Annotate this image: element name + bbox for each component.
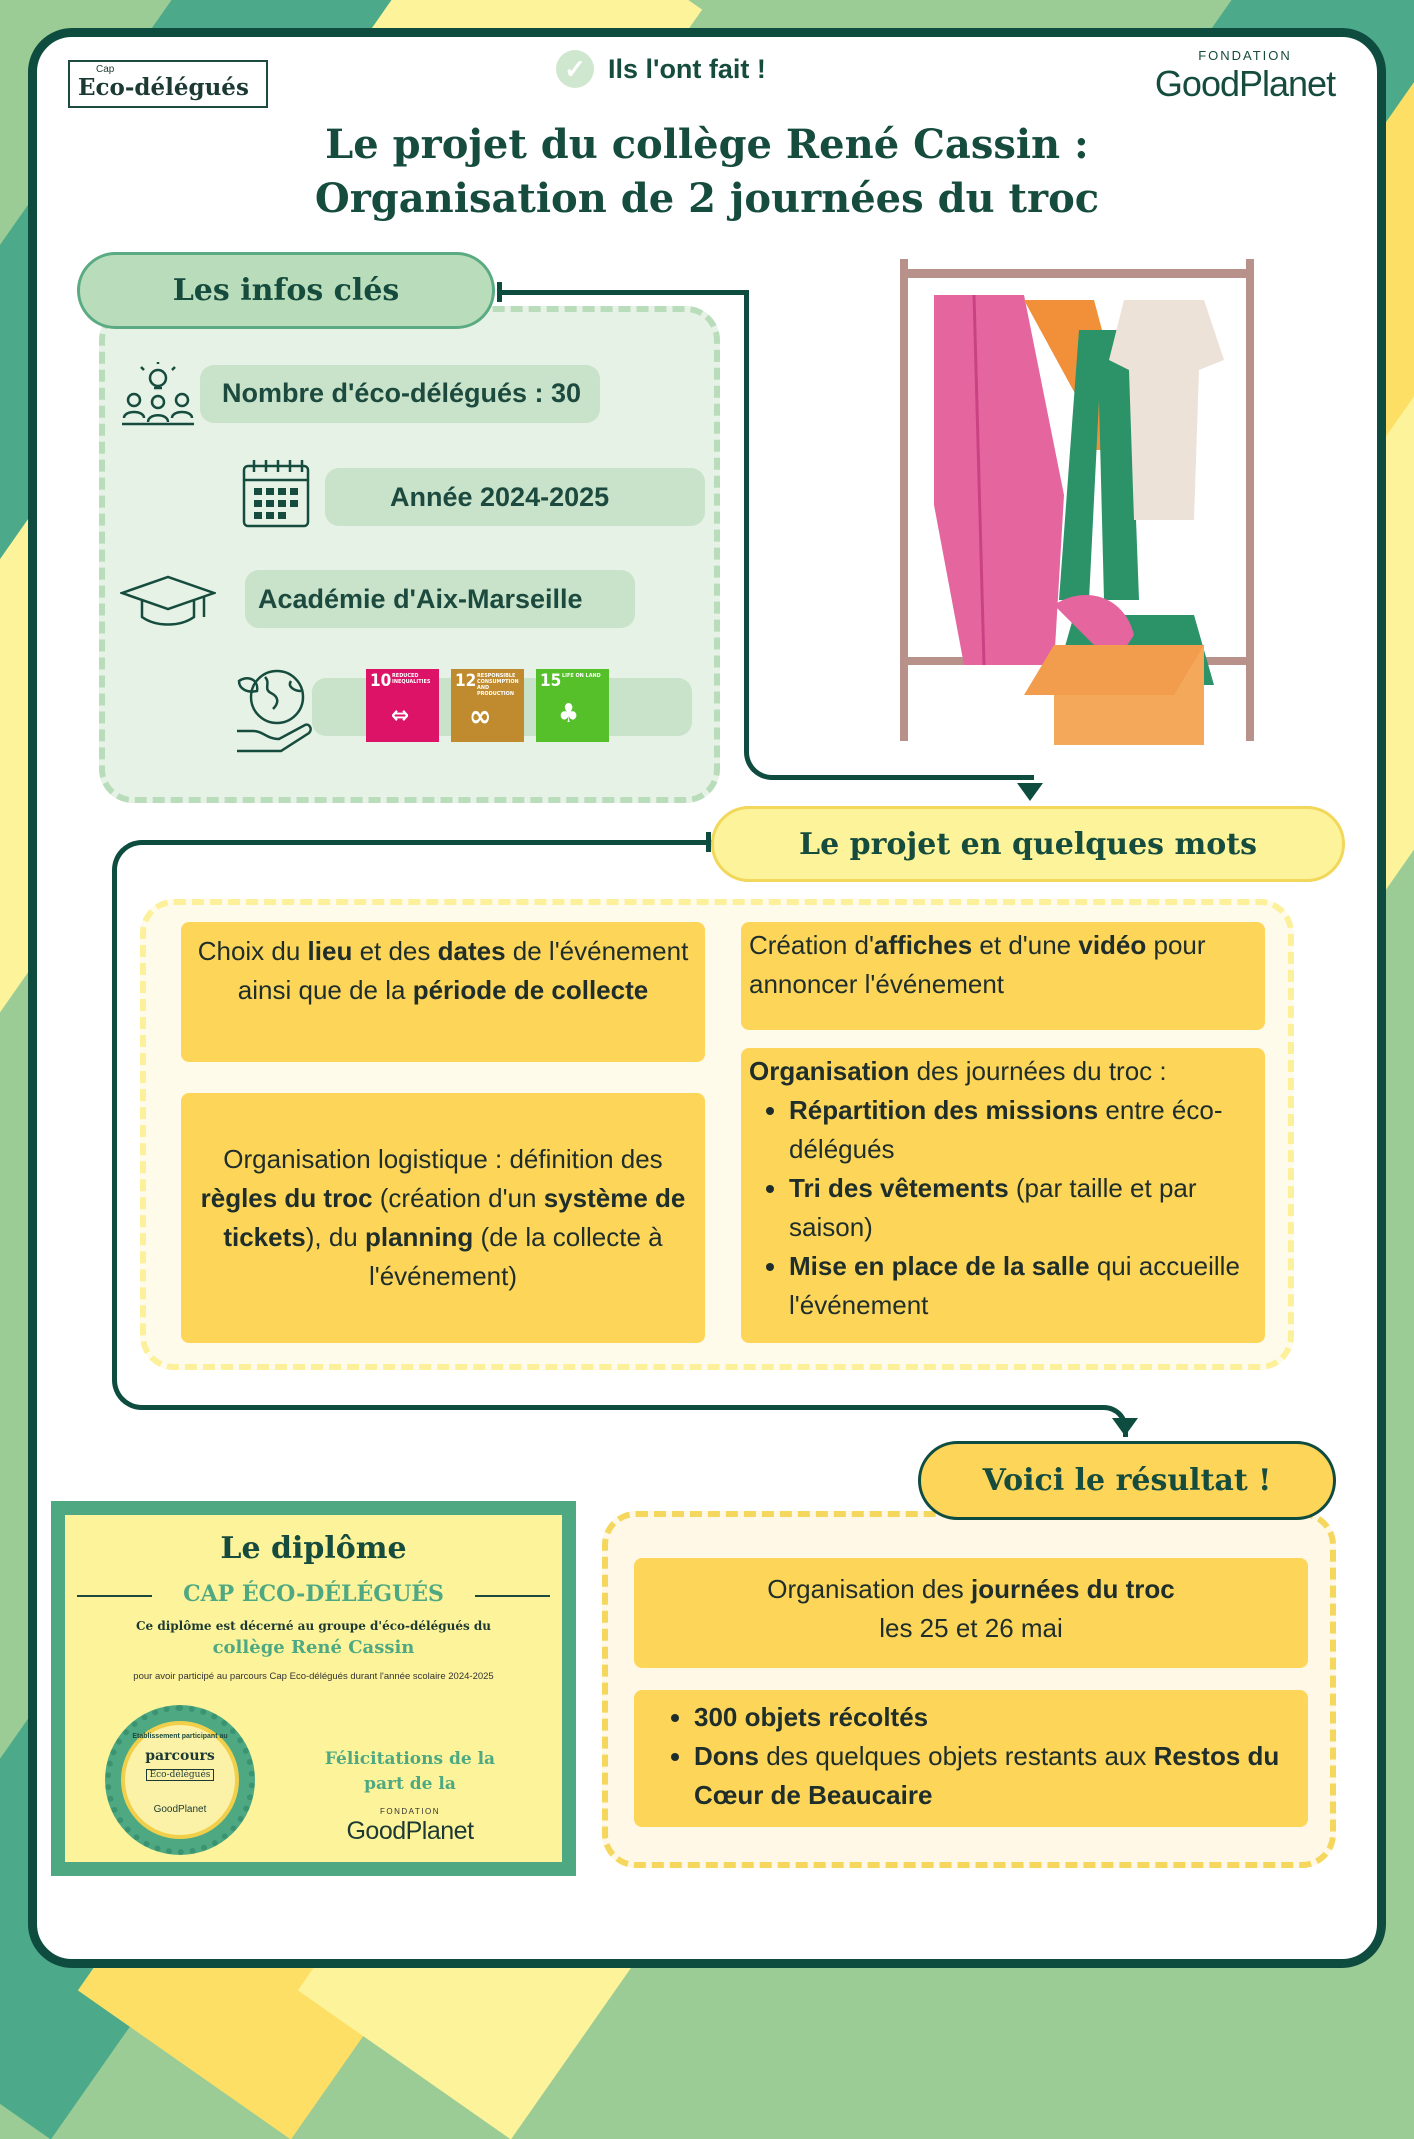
diploma-foundation-name: GoodPlanet <box>346 1817 474 1845</box>
text: Organisation des <box>767 1574 972 1604</box>
sdg-label: REDUCED INEQUALITIES <box>392 673 431 685</box>
bold-text: Mise en place de la salle <box>789 1251 1090 1281</box>
sdg-15-icon: 15 LIFE ON LAND ♣ <box>536 669 609 742</box>
text: (par taille et par saison) <box>789 1173 1197 1242</box>
text: Choix du <box>197 936 308 966</box>
text: qui accueille l'événement <box>789 1251 1240 1320</box>
calendar-icon <box>240 458 312 530</box>
clothing-rack-illustration <box>854 255 1300 747</box>
text: les 25 et 26 mai <box>879 1613 1063 1643</box>
list-item <box>789 1169 1257 1247</box>
diploma-seal <box>105 1705 255 1855</box>
text: Création d' <box>749 930 874 960</box>
text: pour annoncer l'événement <box>749 930 1206 999</box>
text: des quelques objets restants aux <box>759 1741 1154 1771</box>
organisation-list <box>749 1091 1257 1325</box>
connector-line <box>744 748 1034 780</box>
bold-text: Restos du Cœur de Beaucaire <box>694 1741 1280 1810</box>
list-item <box>694 1698 1296 1737</box>
bold-text: lieu <box>307 936 353 966</box>
project-card-location <box>181 922 705 1062</box>
bold-text: planning <box>364 1222 474 1252</box>
diploma-subtitle: CAP ÉCO-DÉLÉGUÉS <box>183 1581 444 1607</box>
done-badge <box>556 50 766 88</box>
sdg-12-icon: 12 RESPONSIBLE CONSUMPTION AND PRODUCTION ∞ <box>451 669 524 742</box>
goodplanet-logo <box>1140 48 1350 105</box>
school-year: Année 2024-2025 <box>390 482 610 512</box>
sdg-number: 15 <box>540 671 562 691</box>
connector-cap <box>497 282 502 302</box>
text: ), du <box>305 1222 365 1252</box>
text: des journées du troc : <box>909 1056 1167 1086</box>
sdg-label: LIFE ON LAND <box>562 673 601 679</box>
seal-logo: Eco-délégués <box>146 1769 215 1781</box>
bold-text: Répartition des missions <box>789 1095 1099 1125</box>
project-card-organisation <box>741 1048 1265 1343</box>
connector-line <box>497 290 749 295</box>
result-card-outcomes <box>634 1690 1308 1827</box>
cap-eco-delegues-logo <box>68 60 268 108</box>
list-item <box>694 1737 1296 1815</box>
seal-foundation: GoodPlanet <box>153 1804 207 1815</box>
list-item <box>789 1091 1257 1169</box>
infos-heading-text: Les infos clés <box>172 273 400 308</box>
text: de l'événement ainsi que de la <box>237 936 689 1005</box>
diploma-congrats: Félicitations de la part de la <box>324 1749 496 1794</box>
check-circle-icon: ✓ <box>556 50 594 88</box>
list-item <box>789 1247 1257 1325</box>
arrow-down-icon <box>1017 783 1043 801</box>
connector-line <box>700 1405 1128 1437</box>
bold-text: dates <box>437 936 506 966</box>
text: (création d'un <box>372 1183 544 1213</box>
logo-small-text: Cap <box>96 64 115 75</box>
seal-title: parcours <box>145 1748 215 1764</box>
earth-hand-icon <box>235 667 315 755</box>
outcomes-list <box>646 1698 1296 1815</box>
connector-line <box>744 290 749 750</box>
bold-text: système de tickets <box>223 1183 686 1252</box>
foundation-name: GoodPlanet <box>1154 63 1336 104</box>
arrow-down-icon <box>1112 1418 1138 1436</box>
bold-text: règles du troc <box>200 1183 373 1213</box>
sdg-10-icon: 10 REDUCED INEQUALITIES ⇔ <box>366 669 439 742</box>
team-idea-icon <box>120 362 196 432</box>
title-line-2: Organisation de 2 journées du troc <box>314 175 1100 222</box>
bold-text: période de collecte <box>412 975 649 1005</box>
result-heading <box>918 1441 1336 1520</box>
diploma <box>51 1501 576 1876</box>
infos-heading <box>77 252 495 329</box>
bold-text: journées du troc <box>971 1574 1175 1604</box>
academy: Académie d'Aix-Marseille <box>258 584 583 614</box>
bold-text: vidéo <box>1078 930 1147 960</box>
done-badge-text: Ils l'ont fait ! <box>608 53 766 84</box>
project-heading-text: Le projet en quelques mots <box>799 826 1257 862</box>
diploma-inner <box>65 1515 562 1862</box>
graduation-cap-icon <box>120 575 216 631</box>
bold-text: affiches <box>873 930 973 960</box>
title-line-1: Le projet du collège René Cassin : <box>325 121 1089 168</box>
logo-main-text: Eco-délégués <box>78 74 249 101</box>
result-heading-text: Voici le résultat ! <box>982 1463 1272 1498</box>
seal-inner <box>121 1721 239 1839</box>
text: et d'une <box>972 930 1079 960</box>
seal-ring-text: Etablissement participant au <box>132 1733 228 1740</box>
sdg-number: 10 <box>370 671 392 691</box>
text: (de la collecte à l'événement) <box>368 1222 663 1291</box>
text: et des <box>352 936 438 966</box>
bold-text: Organisation <box>749 1056 910 1086</box>
bold-text: Dons <box>694 1741 759 1771</box>
sdg-number: 12 <box>455 671 477 691</box>
diploma-title: Le diplôme <box>220 1531 407 1566</box>
diploma-line-2: pour avoir participé au parcours Cap Eco-délégués durant l'année scolaire 2024-2025 <box>133 1671 494 1682</box>
sdg-label: RESPONSIBLE CONSUMPTION AND PRODUCTION <box>477 673 519 697</box>
text: Organisation logistique : définition des <box>223 1144 663 1174</box>
eco-delegues-count: Nombre d'éco-délégués : 30 <box>222 378 582 408</box>
project-card-logistics <box>181 1093 705 1343</box>
diploma-foundation-label: FONDATION <box>379 1807 440 1816</box>
project-heading <box>711 806 1345 882</box>
page-title <box>0 118 1414 226</box>
text: entre éco-délégués <box>789 1095 1223 1164</box>
project-card-communication <box>741 922 1265 1030</box>
diploma-school: collège René Cassin <box>212 1637 415 1658</box>
result-card-dates <box>634 1558 1308 1668</box>
foundation-label: FONDATION <box>1198 48 1292 63</box>
diploma-line-1: Ce diplôme est décerné au groupe d'éco-délégués du <box>135 1619 492 1633</box>
bold-text: 300 objets récoltés <box>694 1702 929 1732</box>
bold-text: Tri des vêtements <box>789 1173 1009 1203</box>
